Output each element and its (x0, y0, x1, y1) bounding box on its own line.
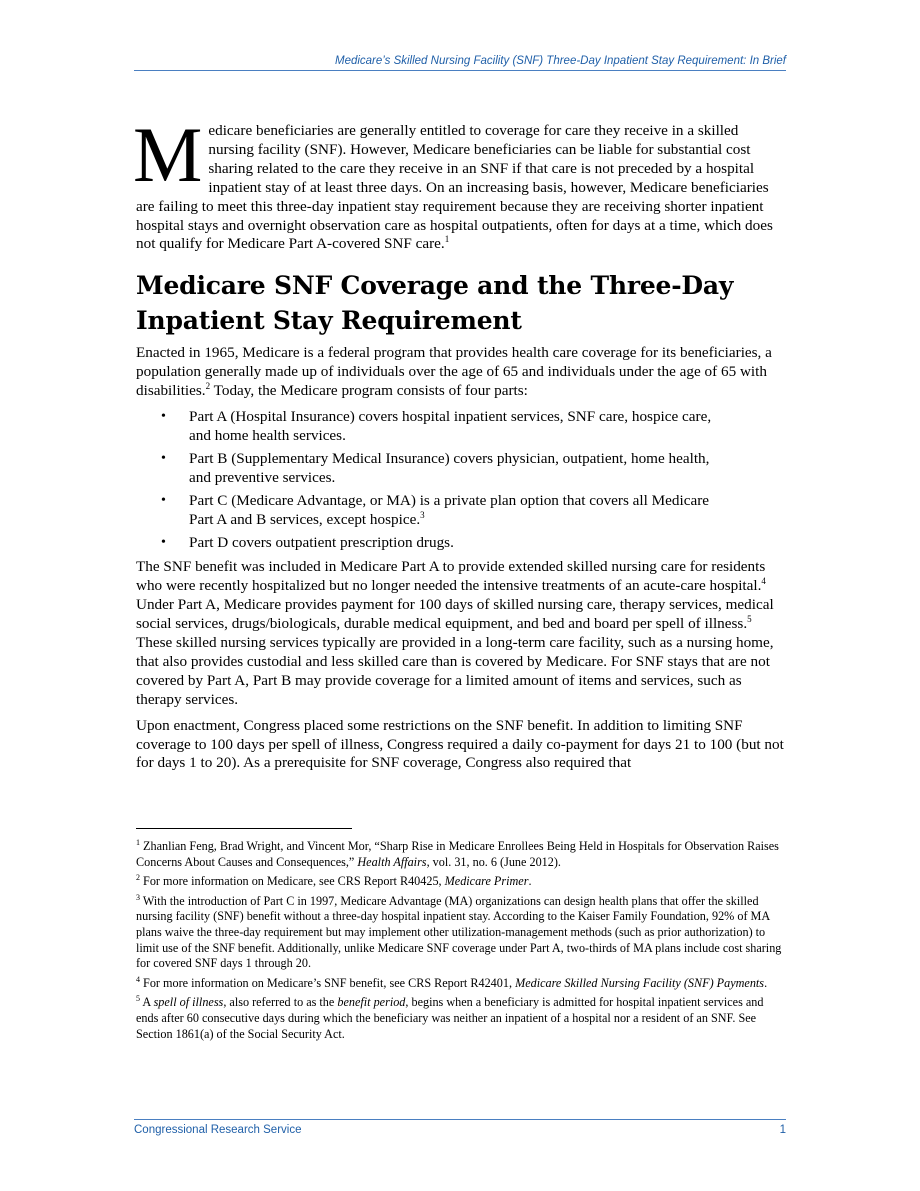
footnote-2: $^2$ For more information on Medicare, see CRS Report R40425, Medicare Primer. (136, 873, 532, 889)
bullet-icon: • (161, 450, 166, 466)
footnote-ref-2[interactable]: 2 (205, 381, 211, 392)
publisher-name: Congressional Research Service (134, 1124, 302, 1136)
footnote-1: $^1$ Zhanlian Feng, Brad Wright, and Vincent Mor, “Sharp Rise in Medicare Enrollees Being Held in Hospitals for Observation Raises Concerns About Causes and Consequences,” Health Affairs, vol. 31, no. 6 (June 2012). (136, 837, 779, 869)
list-item: • Part A (Hospital Insurance) covers hospital inpatient services, SNF care, hospice care, and home health services. (161, 408, 712, 444)
bullet-icon: • (161, 534, 166, 550)
list-item: • Part C (Medicare Advantage, or MA) is a private plan option that covers all Medicare Part A and B services, except hospice.$^3$ (161, 491, 710, 528)
bullet-icon: • (161, 409, 166, 425)
footnote-ref-5[interactable]: 5 (747, 614, 752, 625)
footnote-ref-1[interactable]: 1 (444, 234, 450, 245)
main-content (133, 111, 786, 780)
page-footer (134, 1119, 786, 1136)
footnote-3: $^3$ With the introduction of Part C in 1997, Medicare Advantage (MA) organizations can design health plans that offer the skilled nursing facility (SNF) benefit without a three-day hospital inpatient stay. According to the Kaiser Family Foundation, 92% of MA plans waive the three-day requirement but may implement other utilization-management methods (such as prior authorization) to limit use of the SNF benefit. Additionally, unlike Medicare SNF coverage under Part A, two-thirds of MA plans include cost sharing for covered SNF days 1 through 20. (136, 892, 782, 971)
intro-paragraph (133, 111, 786, 254)
paragraph-medicare-overview: Enacted in 1965, Medicare is a federal program that provides health care coverage for its beneficiaries, a population generally made up of individuals over the age of 65 and individuals under the age of 65 with disabilities.$^2$ Today, the Medicare program consists of four parts: (136, 344, 772, 400)
footnote-5: $^5$ A spell of illness, also referred to as the benefit period, begins when a beneficiary is admitted for hospital inpatient services and ends after 60 consecutive days during which the beneficiary was neither an inpatient of a hospital nor a resident of an SNF. See Section 1861(a) of the Social Security Act. (136, 994, 764, 1041)
paragraph-restrictions: Upon enactment, Congress placed some restrictions on the SNF benefit. In addition to limiting SNF coverage to 100 days per spell of illness, Congress required a daily co-payment for days 21 to 100 (but not for days 1 to 20). As a prerequisite for SNF coverage, Congress also required that (136, 716, 784, 772)
section-heading: Medicare SNF Coverage and the Three-Day Inpatient Stay Requirement (136, 271, 734, 336)
footnote-ref-3[interactable]: 3 (420, 509, 425, 520)
list-item: • Part D covers outpatient prescription drugs. (161, 533, 454, 551)
running-header: Medicare’s Skilled Nursing Facility (SNF) Three-Day Inpatient Stay Requirement: In Brief (134, 55, 786, 71)
intro-text: edicare beneficiaries are generally entitled to coverage for care they receive in a skilled nursing facility (SNF). However, Medicare beneficiaries can be liable for substantial cost sharing related to the care they receive in an SNF if that care is not preceded by a hospital inpatient stay of at least three days. On an increasing basis, however, Medicare beneficiaries are failing to meet this three-day inpatient stay requirement because they are receiving shorter inpatient hospital stays and overnight observation care as hospital outpatients, often for days at a time, which does not qualify for Medicare Part A-covered SNF care. (136, 122, 773, 253)
paragraph-snf-benefit: The SNF benefit was included in Medicare Part A to provide extended skilled nursing care for residents who were recently hospitalized but no longer needed the intensive treatments of an acute-care hospital.$^4$ Under Part A, Medicare provides payment for 100 days of skilled nursing care, therapy services, medical social services, drugs/biologicals, durable medical equipment, and bed and board per spell of illness.$^5$ These skilled nursing services typically are provided in a long-term care facility, such as a nursing home, that also provides custodial and less skilled care than is covered by Medicare. For SNF stays that are not covered by Part A, Part B may provide coverage for a limited amount of items and services, such as therapy services. (136, 558, 774, 708)
page-number: 1 (779, 1124, 786, 1136)
list-item: • Part B (Supplementary Medical Insurance) covers physician, outpatient, home health, and preventive services. (161, 449, 710, 486)
footnote-divider (136, 828, 352, 829)
footnote-ref-4[interactable]: 4 (761, 576, 766, 587)
drop-cap: M (133, 111, 203, 198)
footnote-4: $^4$ For more information on Medicare’s SNF benefit, see CRS Report R42401, Medicare Skilled Nursing Facility (SNF) Payments. (136, 974, 768, 990)
medicare-parts-list (136, 408, 786, 552)
bullet-icon: • (161, 492, 166, 508)
footnotes (136, 828, 786, 1046)
